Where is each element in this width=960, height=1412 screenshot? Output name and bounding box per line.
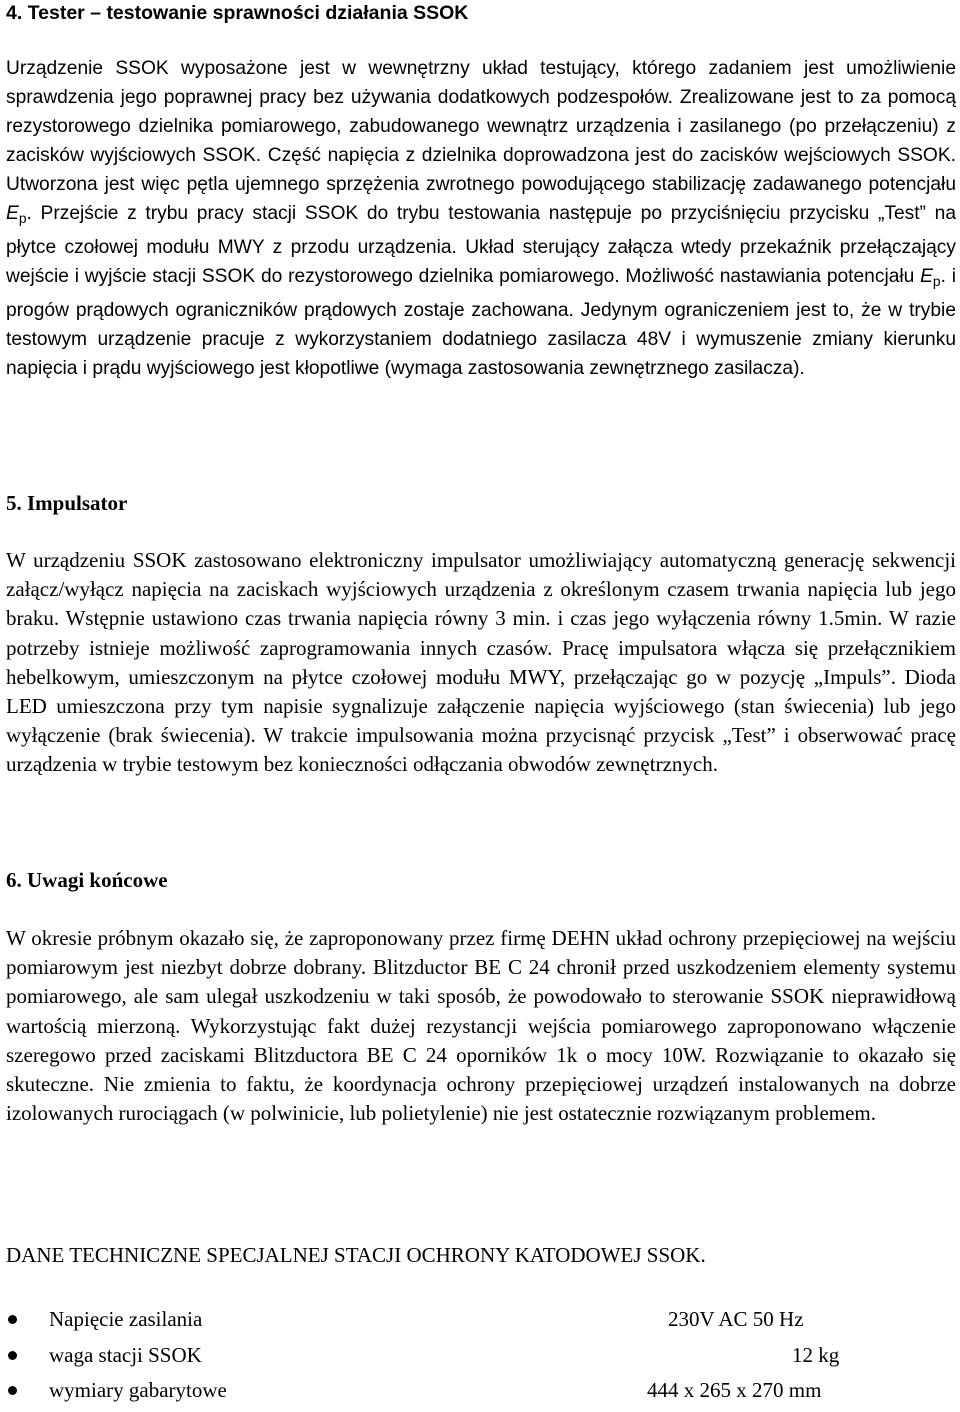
section-5-body: W urządzeniu SSOK zastosowano elektroniczny impulsator umożliwiający automatyczną generację sekwencji załącz/wyłącz napięcia na zaciskach wyjściowych urządzenia z określonym czasem trwania napięcia lub jego braku. Wstępnie ustawiono czas trwania napięcia równy 3 min. i czas jego wyłączenia równy 1.5min. W razie potrzeby istnieje możliwość zaprogramowania innych czasów. Pracę impulsatora włącza się przełącznikiem hebelkowym, umieszczonym na płytce czołowej modułu MWY, przełączając go w pozycję „Impuls”. Dioda LED umieszczona przy tym napisie sygnalizuje załączenie napięcia wyjściowego (stan świecenia) lub jego wyłączenie (brak świecenia). W trakcie impulsowania można przycisnąć przycisk „Test” i obserwować pracę urządzenia w trybie testowym bez konieczności odłączania obwodów zewnętrznych. (6, 548, 956, 777)
ep-symbol-2 (920, 266, 941, 287)
technical-data-heading: DANE TECHNICZNE SPECJALNEJ STACJI OCHRONY KATODOWEJ SSOK. (6, 1243, 706, 1267)
section-4-text-c: . i progów prądowych ograniczników prądowych zostaje zachowana. Jedynym ograniczeniem jest to, że w trybie testowym urządzenie pracuje z wykorzystaniem dodatniego zasilacza 48V i wymuszenie zmiany kierunku napięcia i prądu wyjściowego jest kłopotliwe (wymaga zastosowania zewnętrznego zasilacza). (6, 265, 956, 379)
section-4-text-a: Urządzenie SSOK wyposażone jest w wewnętrzny układ testujący, którego zadaniem jest umożliwienie sprawdzenia jego poprawnej pracy bez używania dodatkowych podzespołów. Zrealizowane jest to za pomocą rezystorowego dzielnika pomiarowego, zabudowanego wewnątrz urządzenia i zasilanego (po przełączeniu) z zacisków wyjściowych SSOK. Część napięcia z dzielnika doprowadzona jest do zacisków wejściowych SSOK. Utworzona jest więc pętla ujemnego sprzężenia zwrotnego powodującego stabilizację zadawanego potencjału (6, 58, 956, 195)
spec-item-supply-voltage (6, 1305, 956, 1341)
bullet-icon (8, 1386, 17, 1395)
spec-label: waga stacji SSOK (49, 1342, 202, 1367)
spec-item-weight (6, 1341, 956, 1377)
ep-e-1: E (6, 203, 19, 224)
spec-value: 12 kg (792, 1342, 840, 1367)
ep-symbol-1 (6, 203, 27, 224)
section-5-title: 5. Impulsator (6, 491, 128, 515)
spec-label: Napięcie zasilania (49, 1307, 203, 1331)
spec-value: 444 x 265 x 270 mm (647, 1378, 822, 1402)
ep-p-1: p (18, 209, 27, 226)
bullet-icon (8, 1351, 17, 1360)
technical-data-list (6, 1305, 956, 1412)
spec-label: wymiary gabarytowe (49, 1378, 227, 1402)
section-6-title: 6. Uwagi końcowe (6, 868, 168, 892)
section-4-body (6, 54, 956, 383)
ep-p-2: p (932, 272, 941, 289)
section-4-title: 4. Tester – testowanie sprawności działania SSOK (6, 2, 469, 24)
section-6-body: W okresie próbnym okazało się, że zaproponowany przez firmę DEHN układ ochrony przepięciowej na wejściu pomiarowym jest niezbyt dobrze dobrany. Blitzductor BE C 24 chronił przed uszkodzeniem elementy systemu pomiarowego, ale sam ulegał uszkodzeniu w taki sposób, że powodowało to sterowanie SSOK nieprawidłową wartością mierzoną. Wykorzystując fakt dużej rezystancji wejścia pomiarowego zaproponowano włączenie szeregowo przed zaciskami Blitzductora BE C 24 oporników 1k o mocy 10W. Rozwiązanie to okazało się skuteczne. Nie zmienia to faktu, że koordynacja ochrony przepięciowej urządzeń instalowanych na dobrze izolowanych rurociągach (w polwinicie, lub polietylenie) nie jest ostatecznie rozwiązanym problemem. (6, 926, 956, 1126)
spec-value: 230V AC 50 Hz (668, 1307, 804, 1331)
bullet-icon (8, 1315, 17, 1324)
ep-e-2: E (920, 265, 933, 287)
section-4-text-b: . Przejście z trybu pracy stacji SSOK do trybu testowania następuje po przyciśnięciu przycisku „Test” na płytce czołowej modułu MWY z przodu urządzenia. Układ sterujący załącza wtedy przekaźnik przełączający wejście i wyjście stacji SSOK do rezystorowego dzielnika pomiarowego. Możliwość nastawiania potencjału (6, 203, 956, 287)
spec-item-dimensions (6, 1376, 956, 1412)
